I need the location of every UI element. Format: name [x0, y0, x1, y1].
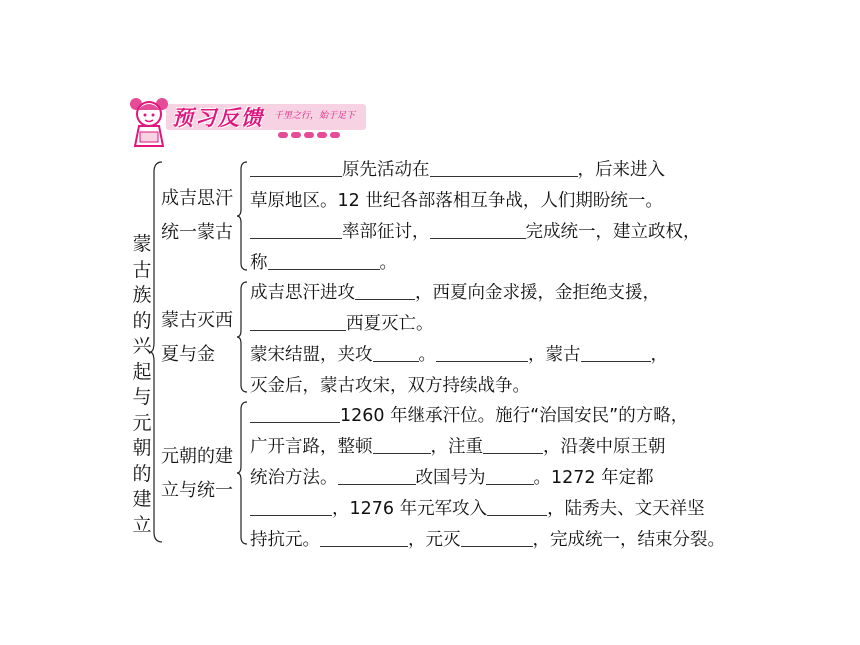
text-line: 西夏灭亡。: [250, 309, 434, 339]
fill-blank[interactable]: [320, 526, 408, 547]
fill-blank[interactable]: [268, 249, 380, 270]
text-line: 1260 年继承汗位。施行“治国安民”的方略，: [250, 401, 688, 431]
fill-blank[interactable]: [581, 341, 651, 362]
text-line: ，1276 年元军攻入 ，陆秀夫、文天祥坚: [250, 494, 705, 524]
side-title: 蒙 古 族 的 兴 起 与 元 朝 的 建 立: [132, 233, 152, 536]
fill-blank[interactable]: [250, 495, 332, 516]
banner-dots: [278, 132, 340, 138]
fill-blank[interactable]: [486, 464, 534, 485]
text-line: 持抗元。 ，元灭 ，完成统一，结束分裂。: [250, 525, 725, 555]
category-chengjisihan: 成吉思汗 统一蒙古: [161, 188, 233, 243]
fill-blank[interactable]: [355, 279, 415, 300]
fill-blank[interactable]: [483, 433, 543, 454]
text-line: 蒙宋结盟，夹攻 。 ，蒙古 ，: [250, 340, 668, 370]
text-line: 统治方法。 改国号为 。1272 年定都: [250, 463, 654, 493]
text-line: 灭金后，蒙古攻宋，双方持续战争。: [250, 376, 530, 396]
fill-blank[interactable]: [250, 310, 346, 331]
banner-subtitle: 千里之行，始于足下: [274, 111, 356, 121]
fill-blank[interactable]: [373, 433, 431, 454]
category-mie-xixia-jin: 蒙古灭西 夏与金: [161, 310, 233, 365]
fill-blank[interactable]: [250, 402, 340, 423]
text-line: 称 。: [250, 248, 397, 278]
text-line: 草原地区。12 世纪各部落相互争战，人们期盼统一。: [250, 191, 663, 211]
category-yuanchao: 元朝的建 立与统一: [161, 446, 233, 501]
banner-title: 预习反馈: [172, 106, 264, 130]
fill-blank[interactable]: [373, 341, 419, 362]
text-line: 成吉思汗进攻 ，西夏向金求援，金拒绝支援，: [250, 278, 660, 308]
fill-blank[interactable]: [436, 341, 528, 362]
text-line: 原先活动在 ，后来进入: [250, 155, 665, 185]
section-banner: [128, 94, 368, 150]
fill-blank[interactable]: [250, 218, 342, 239]
text-line: 率部征讨， 完成统一，建立政权，: [250, 217, 701, 247]
fill-blank[interactable]: [430, 218, 526, 239]
text-line: 广开言路，整顿 ，注重 ，沿袭中原王朝: [250, 432, 666, 462]
fill-blank[interactable]: [338, 464, 416, 485]
fill-blank[interactable]: [430, 156, 578, 177]
fill-blank[interactable]: [250, 156, 342, 177]
girl-mascot-icon: [128, 94, 174, 150]
fill-blank[interactable]: [461, 526, 533, 547]
fill-blank[interactable]: [487, 495, 547, 516]
